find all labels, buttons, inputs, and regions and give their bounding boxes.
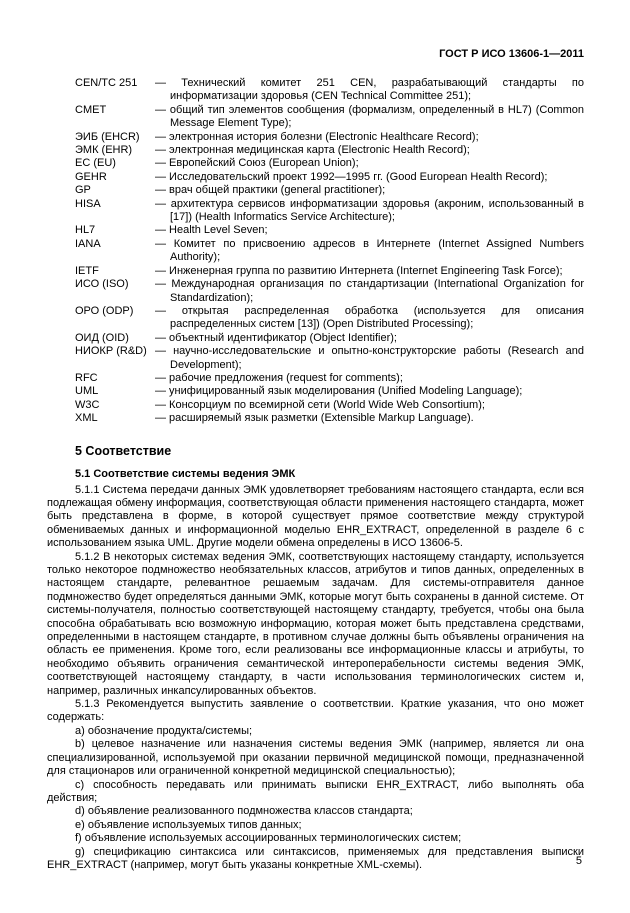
abbreviation-definition: — архитектура сервисов информатизации здоровья (акроним, использованный в [17]) (Health Informatics Service Architecture); xyxy=(155,197,584,224)
abbreviation-term: HL7 xyxy=(75,224,96,237)
abbreviation-term: ЭИБ (EHCR) xyxy=(75,130,140,143)
abbreviation-definition: — врач общей практики (general practitioner); xyxy=(155,184,386,197)
conformance-statement-item: b) целевое назначение или назначения системы ведения ЭМК (например, является ли она специализированной, используемой при оказании первичной медицинской помощи, предназначенной для стационаров или ограниченной конкретной медицинской специальностью); xyxy=(47,738,584,778)
conformance-statement-item: a) обозначение продукта/системы; xyxy=(75,724,253,737)
abbreviation-definition: — электронная медицинская карта (Electronic Health Record); xyxy=(155,144,470,157)
abbreviation-definition: — расширяемый язык разметки (Extensible Markup Language). xyxy=(155,412,474,425)
abbreviation-list xyxy=(75,77,584,426)
abbreviation-definition: — рабочие предложения (request for comments); xyxy=(155,371,403,384)
abbreviation-row xyxy=(75,184,584,197)
abbreviation-term: ЭМК (EHR) xyxy=(75,144,133,157)
abbreviation-row xyxy=(75,399,584,412)
abbreviation-term: UML xyxy=(75,385,99,398)
abbreviation-term: ИСО (ISO) xyxy=(75,278,129,291)
abbreviation-definition: — электронная история болезни (Electronic Healthcare Record); xyxy=(155,130,479,143)
abbreviation-row xyxy=(75,104,584,131)
abbreviation-row xyxy=(75,157,584,170)
abbreviation-row xyxy=(75,171,584,184)
abbreviation-definition: — Консорциум по всемирной сети (World Wide Web Consortium); xyxy=(155,398,485,411)
abbreviation-row xyxy=(75,345,584,372)
paragraph-5-1-2: 5.1.2 В некоторых системах ведения ЭМК, соответствующих настоящему стандарту, используется только некоторое подмножество необязательных классов, атрибутов и типов данных, определенных в настоящем стандарте, релевантное решаемым задачам. Для системы-отправителя данное подмножество будет определяться данными ЭМК, которые могут быть сохранены в данной системе. От системы-получателя, полностью соответствующей настоящему стандарту, требуется, чтобы она была способна обрабатывать всю возможную информацию, которая может быть представлена средствами, определенными в настоящем стандарте, в противном случае должны быть объявлены ограничения на область ее применения. Кроме того, если реализованы все информационные классы и атрибуты, то необходимо объявить ограничения семантической интероперабельности системы ведения ЭМК, соответствующей настоящему стандарту, в части использования терминологических систем и, например, различных инкапсулированных объектов. xyxy=(47,550,584,697)
section-5-heading: 5 Соответствие xyxy=(75,443,172,458)
abbreviation-definition: — Технический комитет 251 CEN, разрабатывающий стандарты по информатизации здоровья (CEN Technical Committee 251); xyxy=(155,77,584,103)
abbreviation-row xyxy=(75,372,584,385)
abbreviation-row xyxy=(75,144,584,157)
abbreviation-definition: — Исследовательский проект 1992—1995 гг. (Good European Health Record); xyxy=(155,170,548,183)
abbreviation-term: CMET xyxy=(75,103,107,116)
abbreviation-row xyxy=(75,224,584,237)
abbreviation-term: IANA xyxy=(75,237,101,250)
abbreviation-row xyxy=(75,385,584,398)
abbreviation-term: HISA xyxy=(75,197,101,210)
abbreviation-term: GEHR xyxy=(75,170,107,183)
abbreviation-row xyxy=(75,77,584,104)
abbreviation-definition: — унифицированный язык моделирования (Unified Modeling Language); xyxy=(155,385,523,398)
abbreviation-term: ОИД (OID) xyxy=(75,331,129,344)
conformance-statement-list xyxy=(47,725,584,872)
abbreviation-definition: — общий тип элементов сообщения (формализм, определенный в HL7) (Common Message Element Type); xyxy=(155,103,584,130)
abbreviation-row xyxy=(75,198,584,225)
conformance-statement-item: f) объявление используемых ассоциированных терминологических систем; xyxy=(75,832,462,845)
abbreviation-definition: — научно-исследовательские и опытно-конструкторские работы (Research and Development); xyxy=(155,345,584,371)
abbreviation-row xyxy=(75,305,584,332)
conformance-statement-item: c) способность передавать или принимать выписки EHR_EXTRACT, либо выполнять оба действия; xyxy=(47,778,584,804)
page-number: 5 xyxy=(575,855,582,867)
abbreviation-definition: — Европейский Союз (European Union); xyxy=(155,157,359,170)
abbreviation-definition: — объектный идентификатор (Object Identifier); xyxy=(155,331,397,344)
abbreviation-term: CEN/TC 251 xyxy=(75,77,138,89)
abbreviation-definition: — Health Level Seven; xyxy=(155,224,268,237)
abbreviation-row xyxy=(75,238,584,265)
document-code-header: ГОСТ Р ИСО 13606-1—2011 xyxy=(439,48,584,60)
abbreviation-term: GP xyxy=(75,184,91,197)
abbreviation-term: IETF xyxy=(75,264,99,277)
abbreviation-definition: — Международная организация по стандартизации (International Organization for Standardization); xyxy=(155,278,584,304)
abbreviation-term: W3C xyxy=(75,398,100,411)
conformance-statement-item: e) объявление используемых типов данных; xyxy=(75,818,302,831)
abbreviation-definition: — Инженерная группа по развитию Интернета (Internet Engineering Task Force); xyxy=(155,264,563,277)
section-5-1-heading: 5.1 Соответствие системы ведения ЭМК xyxy=(75,467,296,480)
paragraph-5-1-3: 5.1.3 Рекомендуется выпустить заявление о соответствии. Краткие указания, что оно может содержать: xyxy=(47,698,584,724)
abbreviation-term: RFC xyxy=(75,371,98,384)
conformance-statement-item: d) объявление реализованного подмножества классов стандарта; xyxy=(75,805,413,818)
abbreviation-term: НИОКР (R&D) xyxy=(75,345,147,358)
abbreviation-row xyxy=(75,332,584,345)
abbreviation-row xyxy=(75,412,584,425)
abbreviation-row xyxy=(75,131,584,144)
abbreviation-definition: — открытая распределенная обработка (используется для описания распределенных систем [13]) (Open Distributed Processing); xyxy=(155,304,584,331)
abbreviation-term: ОРО (ODP) xyxy=(75,304,134,317)
abbreviation-definition: — Комитет по присвоению адресов в Интернете (Internet Assigned Numbers Authority); xyxy=(155,237,584,264)
abbreviation-row xyxy=(75,278,584,305)
abbreviation-row xyxy=(75,265,584,278)
abbreviation-term: ЕС (EU) xyxy=(75,157,116,170)
abbreviation-term: XML xyxy=(75,412,98,425)
paragraph-5-1-1: 5.1.1 Система передачи данных ЭМК удовлетворяет требованиям настоящего стандарта, если вся подлежащая обмену информация, соответствующая области применения настоящего стандарта, может быть представлена в форме, в которой существует прямое соответствие между структурой обмениваемых данных и информационной моделью EHR_EXTRACT, определенной в разделе 6 с использованием языка UML. Другие модели обмена определены в ИСО 13606-5. xyxy=(47,483,584,550)
conformance-statement-item: g) спецификацию синтаксиса или синтаксисов, применяемых для представления выписки EHR_EXTRACT (например, могут быть указаны конкретные XML-схемы). xyxy=(47,845,584,871)
